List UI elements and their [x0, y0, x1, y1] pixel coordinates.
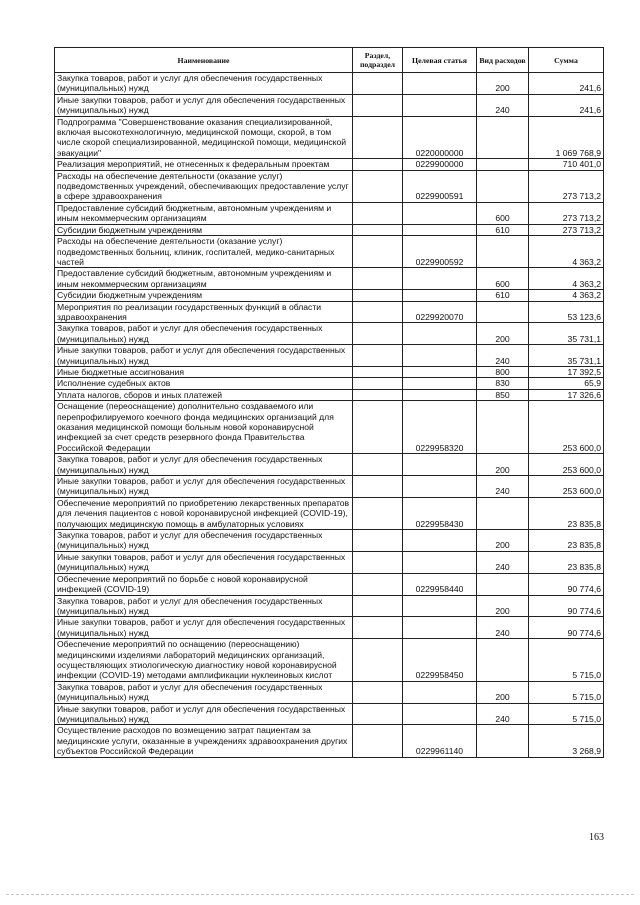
row-name-cell: Обеспечение мероприятий по борьбе с новой коронавирусной инфекцией (COVID-19)	[55, 573, 353, 595]
row-sum-cell: 23 835,8	[529, 551, 604, 573]
row-section-cell	[353, 378, 403, 389]
row-name-cell: Иные закупки товаров, работ и услуг для обеспечения государственных (муниципальных) нужд	[55, 617, 353, 639]
row-kind-cell	[477, 301, 529, 323]
row-kind-cell	[477, 725, 529, 757]
row-kind-cell	[477, 236, 529, 268]
row-section-cell	[353, 159, 403, 170]
table-row	[55, 290, 604, 301]
row-kind-cell: 600	[477, 268, 529, 290]
row-sum-cell: 65,9	[529, 378, 604, 389]
row-sum-cell: 35 731,1	[529, 323, 604, 345]
row-kind-cell: 240	[477, 551, 529, 573]
row-sum-cell: 5 715,0	[529, 639, 604, 682]
row-section-cell	[353, 497, 403, 529]
row-target-cell	[403, 73, 477, 95]
row-target-cell: 0229958430	[403, 497, 477, 529]
header-name: Наименование	[55, 48, 353, 73]
row-sum-cell: 4 363,2	[529, 268, 604, 290]
row-kind-cell: 240	[477, 703, 529, 725]
row-name-cell: Субсидии бюджетным учреждениям	[55, 224, 353, 235]
row-name-cell: Иные бюджетные ассигнования	[55, 366, 353, 377]
row-target-cell: 0229900591	[403, 170, 477, 202]
row-kind-cell: 200	[477, 530, 529, 552]
row-sum-cell: 23 835,8	[529, 497, 604, 529]
table-row	[55, 224, 604, 235]
table-body	[55, 73, 604, 758]
row-sum-cell: 23 835,8	[529, 530, 604, 552]
row-kind-cell	[477, 573, 529, 595]
header-kind: Вид расходов	[477, 48, 529, 73]
row-kind-cell: 850	[477, 389, 529, 400]
row-target-cell: 0229958440	[403, 573, 477, 595]
row-target-cell	[403, 290, 477, 301]
table-row	[55, 301, 604, 323]
row-name-cell: Расходы на обеспечение деятельности (оказание услуг) подведомственных учреждений, обеспечивающих предоставление услуг в сфере здравоохранения	[55, 170, 353, 202]
row-section-cell	[353, 236, 403, 268]
row-section-cell	[353, 595, 403, 617]
table-header-row	[55, 48, 604, 73]
header-target: Целевая статья	[403, 48, 477, 73]
table-row	[55, 454, 604, 476]
row-target-cell: 0229958450	[403, 639, 477, 682]
row-target-cell: 0220000000	[403, 116, 477, 159]
row-section-cell	[353, 224, 403, 235]
row-kind-cell	[477, 639, 529, 682]
row-section-cell	[353, 401, 403, 454]
row-name-cell: Субсидии бюджетным учреждениям	[55, 290, 353, 301]
table-row	[55, 725, 604, 757]
row-target-cell	[403, 476, 477, 498]
budget-table	[54, 47, 604, 758]
row-section-cell	[353, 389, 403, 400]
row-target-cell	[403, 530, 477, 552]
row-name-cell: Предоставление субсидий бюджетным, автономным учреждениям и иным некоммерческим организациям	[55, 202, 353, 224]
row-section-cell	[353, 573, 403, 595]
row-section-cell	[353, 703, 403, 725]
row-name-cell: Мероприятия по реализации государственных функций в области здравоохранения	[55, 301, 353, 323]
row-name-cell: Осуществление расходов по возмещению затрат пациентам за медицинские услуги, оказанные в учреждениях здравоохранения других субъектов Российской Федерации	[55, 725, 353, 757]
row-kind-cell: 200	[477, 73, 529, 95]
header-section: Раздел, подраздел	[353, 48, 403, 73]
row-kind-cell	[477, 497, 529, 529]
row-section-cell	[353, 290, 403, 301]
row-sum-cell: 273 713,2	[529, 202, 604, 224]
row-sum-cell: 4 363,2	[529, 236, 604, 268]
row-section-cell	[353, 323, 403, 345]
row-name-cell: Иные закупки товаров, работ и услуг для обеспечения государственных (муниципальных) нужд	[55, 551, 353, 573]
row-kind-cell: 240	[477, 476, 529, 498]
row-sum-cell: 17 392,5	[529, 366, 604, 377]
row-sum-cell: 273 713,2	[529, 170, 604, 202]
table-row	[55, 497, 604, 529]
row-name-cell: Иные закупки товаров, работ и услуг для обеспечения государственных (муниципальных) нужд	[55, 476, 353, 498]
row-name-cell: Закупка товаров, работ и услуг для обеспечения государственных (муниципальных) нужд	[55, 73, 353, 95]
row-sum-cell: 710 401,0	[529, 159, 604, 170]
row-kind-cell	[477, 401, 529, 454]
table-row	[55, 170, 604, 202]
row-sum-cell: 5 715,0	[529, 703, 604, 725]
row-target-cell	[403, 202, 477, 224]
header-sum: Сумма	[529, 48, 604, 73]
row-section-cell	[353, 530, 403, 552]
row-sum-cell: 273 713,2	[529, 224, 604, 235]
table-row	[55, 236, 604, 268]
row-section-cell	[353, 345, 403, 367]
row-sum-cell: 90 774,6	[529, 595, 604, 617]
row-section-cell	[353, 94, 403, 116]
row-kind-cell	[477, 170, 529, 202]
row-target-cell: 0229961140	[403, 725, 477, 757]
row-section-cell	[353, 639, 403, 682]
row-sum-cell: 5 715,0	[529, 681, 604, 703]
row-section-cell	[353, 301, 403, 323]
page-number: 163	[589, 832, 604, 843]
row-kind-cell: 200	[477, 681, 529, 703]
row-section-cell	[353, 202, 403, 224]
row-sum-cell: 241,6	[529, 73, 604, 95]
row-name-cell: Закупка товаров, работ и услуг для обеспечения государственных (муниципальных) нужд	[55, 595, 353, 617]
row-kind-cell: 830	[477, 378, 529, 389]
row-sum-cell: 17 326,6	[529, 389, 604, 400]
table-row	[55, 94, 604, 116]
row-kind-cell: 240	[477, 94, 529, 116]
row-name-cell: Расходы на обеспечение деятельности (оказание услуг) подведомственных больниц, клиник, госпиталей, медико-санитарных частей	[55, 236, 353, 268]
row-name-cell: Закупка товаров, работ и услуг для обеспечения государственных (муниципальных) нужд	[55, 681, 353, 703]
row-kind-cell: 200	[477, 323, 529, 345]
row-section-cell	[353, 725, 403, 757]
row-target-cell	[403, 268, 477, 290]
row-target-cell	[403, 551, 477, 573]
row-name-cell: Иные закупки товаров, работ и услуг для обеспечения государственных (муниципальных) нужд	[55, 703, 353, 725]
row-target-cell	[403, 345, 477, 367]
row-section-cell	[353, 116, 403, 159]
row-kind-cell	[477, 159, 529, 170]
row-target-cell: 0229900592	[403, 236, 477, 268]
row-sum-cell: 253 600,0	[529, 454, 604, 476]
table-row	[55, 378, 604, 389]
row-kind-cell: 800	[477, 366, 529, 377]
table-row	[55, 323, 604, 345]
row-name-cell: Иные закупки товаров, работ и услуг для обеспечения государственных (муниципальных) нужд	[55, 94, 353, 116]
row-name-cell: Обеспечение мероприятий по приобретению лекарственных препаратов для лечения пациентов с новой коронавирусной инфекцией (COVID-19), получающих медицинскую помощь в амбулаторных условиях	[55, 497, 353, 529]
row-kind-cell: 200	[477, 454, 529, 476]
row-name-cell: Закупка товаров, работ и услуг для обеспечения государственных (муниципальных) нужд	[55, 454, 353, 476]
row-name-cell: Подпрограмма "Совершенствование оказания специализированной, включая высокотехнологичную, медицинской помощи, скорой, в том числе скорой специализированной, медицинской помощи, медицинской эвакуации"	[55, 116, 353, 159]
table-row	[55, 202, 604, 224]
row-name-cell: Обеспечение мероприятий по оснащению (переоснащению) медицинскими изделиями лабораторий медицинских организаций, осуществляющих этиологическую диагностику новой коронавирусной инфекции (COVID-19) методами амплификации нуклеиновых кислот	[55, 639, 353, 682]
row-section-cell	[353, 73, 403, 95]
table-row	[55, 476, 604, 498]
row-sum-cell: 90 774,6	[529, 617, 604, 639]
row-sum-cell: 253 600,0	[529, 476, 604, 498]
row-sum-cell: 35 731,1	[529, 345, 604, 367]
table-row	[55, 530, 604, 552]
row-kind-cell: 610	[477, 224, 529, 235]
table-row	[55, 366, 604, 377]
row-name-cell: Закупка товаров, работ и услуг для обеспечения государственных (муниципальных) нужд	[55, 530, 353, 552]
row-target-cell	[403, 323, 477, 345]
row-name-cell: Закупка товаров, работ и услуг для обеспечения государственных (муниципальных) нужд	[55, 323, 353, 345]
row-name-cell: Иные закупки товаров, работ и услуг для обеспечения государственных (муниципальных) нужд	[55, 345, 353, 367]
table-row	[55, 703, 604, 725]
row-section-cell	[353, 170, 403, 202]
row-section-cell	[353, 476, 403, 498]
table-row	[55, 389, 604, 400]
row-kind-cell: 610	[477, 290, 529, 301]
row-target-cell	[403, 454, 477, 476]
row-target-cell	[403, 378, 477, 389]
table-row	[55, 73, 604, 95]
table-row	[55, 595, 604, 617]
row-name-cell: Исполнение судебных актов	[55, 378, 353, 389]
row-kind-cell: 200	[477, 595, 529, 617]
row-name-cell: Реализация мероприятий, не отнесенных к федеральным проектам	[55, 159, 353, 170]
table-row	[55, 617, 604, 639]
row-target-cell	[403, 389, 477, 400]
row-sum-cell: 253 600,0	[529, 401, 604, 454]
row-name-cell: Уплата налогов, сборов и иных платежей	[55, 389, 353, 400]
row-name-cell: Оснащение (переоснащение) дополнительно создаваемого или перепрофилируемого коечного фонда медицинских организаций для оказания медицинской помощи больным новой коронавирусной инфекцией за счет средств резервного фонда Правительства Российской Федерации	[55, 401, 353, 454]
row-target-cell: 0229900000	[403, 159, 477, 170]
row-sum-cell: 53 123,6	[529, 301, 604, 323]
row-sum-cell: 1 069 768,9	[529, 116, 604, 159]
table-row	[55, 681, 604, 703]
table-row	[55, 345, 604, 367]
row-section-cell	[353, 617, 403, 639]
row-target-cell: 0229920070	[403, 301, 477, 323]
table-row	[55, 401, 604, 454]
row-target-cell	[403, 703, 477, 725]
row-sum-cell: 3 268,9	[529, 725, 604, 757]
row-kind-cell: 240	[477, 617, 529, 639]
row-target-cell	[403, 681, 477, 703]
row-target-cell: 0229958320	[403, 401, 477, 454]
row-sum-cell: 90 774,6	[529, 573, 604, 595]
row-section-cell	[353, 268, 403, 290]
table-row	[55, 268, 604, 290]
scan-edge-line	[6, 894, 634, 895]
table-row	[55, 551, 604, 573]
row-section-cell	[353, 551, 403, 573]
row-kind-cell: 240	[477, 345, 529, 367]
table-row	[55, 573, 604, 595]
row-section-cell	[353, 454, 403, 476]
table-row	[55, 116, 604, 159]
table-row	[55, 639, 604, 682]
row-sum-cell: 241,6	[529, 94, 604, 116]
row-target-cell	[403, 224, 477, 235]
row-sum-cell: 4 363,2	[529, 290, 604, 301]
row-kind-cell: 600	[477, 202, 529, 224]
row-target-cell	[403, 617, 477, 639]
table-row	[55, 159, 604, 170]
row-kind-cell	[477, 116, 529, 159]
row-target-cell	[403, 366, 477, 377]
row-section-cell	[353, 681, 403, 703]
row-target-cell	[403, 595, 477, 617]
row-name-cell: Предоставление субсидий бюджетным, автономным учреждениям и иным некоммерческим организациям	[55, 268, 353, 290]
row-target-cell	[403, 94, 477, 116]
row-section-cell	[353, 366, 403, 377]
